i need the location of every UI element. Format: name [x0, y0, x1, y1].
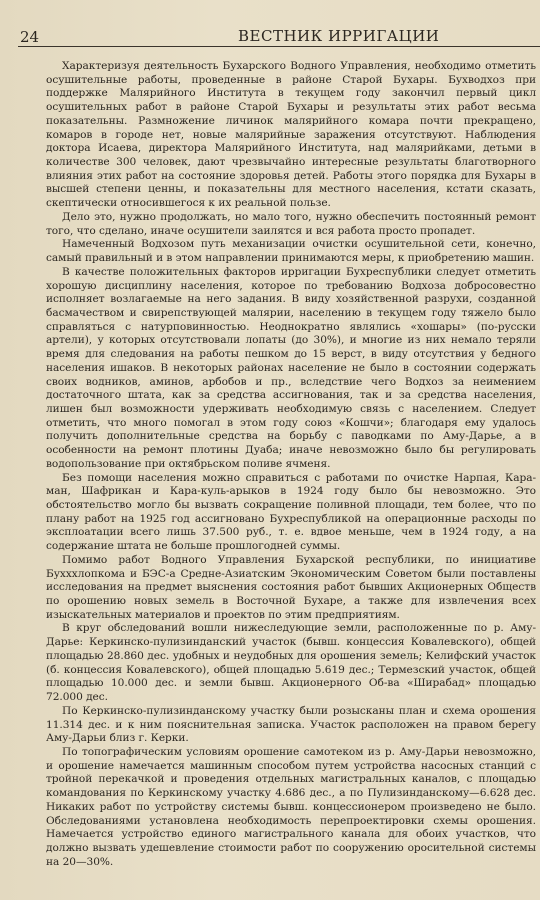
- paragraph: В качестве положительных факторов ирригации Бухреспублики следует отметить хорошую дисциплину населения, которое по требованию Водхоза добросовестно исполняет возлагаемые на него задания. В виду хозяйственной разрухи, созданной басмачеством и свирепствующей малярии, населению в текущем году тяжело было справляться с натурповинностью. Неоднократно являлись «хошары» (по-русски артели), у которых отсутствовали лопаты (до 30%), и многие из них немало теряли время для следования на работы пешком до 15 верст, в виду отсутствия у бедного населения ишаков. В некоторых районах население не было в состоянии содержать своих водников, аминов, арбобов и пр., вследствие чего Водхоз за неимением достаточного штата, как за средства ассигнования, так и за средства населения, лишен был возможности удерживать необходимую связь с населением. Следует отметить, что много помогал в этом году союз «Кошчи»; благодаря ему удалось получить дополнительные средства на борьбу с паводками по Аму-Дарье, а в особенности на ремонт плотины Дуаба; иначе невозможно было бы регулировать водопользование при октябрьском поливе ячменя.: [46, 265, 536, 470]
- running-header: [18, 26, 534, 48]
- article-body: [46, 60, 536, 870]
- paragraph: Намеченный Водхозом путь механизации очистки осушительной сети, конечно, самый правильный и в этом направлении принимаются меры, к приобретению машин.: [46, 238, 536, 265]
- page-number: 24: [20, 28, 40, 46]
- paragraph: Дело это, нужно продолжать, но мало того, нужно обеспечить постоянный ремонт того, что сделано, иначе осушители заилятся и вся работа просто пропадет.: [46, 210, 536, 237]
- journal-title: ВЕСТНИК ИРРИГАЦИИ: [238, 27, 440, 45]
- paragraph: По топографическим условиям орошение самотеком из р. Аму-Дарьи невозможно, и орошение намечается машинным способом путем устройства насосных станций с тройной перекачкой и проведения отдельных магистральных каналов, с площадью командования по Керкинскому участку 4.686 дес., а по Пулизинданскому—6.628 дес. Никаких работ по устройству системы бывш. концессионером произведено не было. Обследованиями установлена необходимость перепроектировки схемы орошения. Намечается устройство единого магистрального канала для обоих участков, что должно вызвать удешевление стоимости работ по сооружению оросительной системы на 20—30%.: [46, 745, 536, 868]
- paragraph: Характеризуя деятельность Бухарского Водного Управления, необходимо отметить осушительные работы, проведенные в районе Старой Бухары. Бухводхоз при поддержке Малярийного Института в текущем году закончил первый цикл осушительных работ в районе Старой Бухары и результаты этих работ весьма показательны. Размножение личинок малярийного комара почти прекращено, комаров в городе нет, новые малярийные заражения отсутствуют. Наблюдения доктора Исаева, директора Малярийного Института, над малярийками, детьми в количестве 300 человек, дают чрезвычайно интересные результаты благотворного влияния этих работ на состояние здоровья детей. Работы этого порядка для Бухары в высшей степени ценны, и показательны для местного населения, кстати сказать, скептически относившегося к их реальной пользе.: [46, 60, 536, 210]
- paragraph: В круг обследований вошли нижеследующие земли, расположенные по р. Аму-Дарье: Керкинско-пулизинданский участок (бывш. концессия Ковалевского), общей площадью 28.860 дес. удобных и неудобных для орошения земель; Келифский участок (б. концессия Ковалевского), общей площадью 5.619 дес.; Термезский участок, общей площадью 10.000 дес. и земли бывш. Акционерного Об-ва «Ширабад» площадью 72.000 дес.: [46, 622, 536, 704]
- paragraph: Без помощи населения можно справиться с работами по очистке Нарпая, Кара-ман, Шафрикан и Кара-куль-арыков в 1924 году было бы невозможно. Это обстоятельство могло бы вызвать сокращение поливной площади, тем более, что по плану работ на 1925 год ассигновано Бухреспубликой на операционные расходы по эксплоатации всего лишь 37.500 руб., т. е. вдвое меньше, чем в 1924 году, а на содержание штата не больше прошлогодней суммы.: [46, 471, 536, 553]
- paragraph: По Керкинско-пулизинданскому участку были розысканы план и схема орошения 11.314 дес. и к ним пояснительная записка. Участок расположен на правом берегу Аму-Дарьи близ г. Керки.: [46, 704, 536, 745]
- paragraph: Помимо работ Водного Управления Бухарской республики, по инициативе Бухххлопкома и БЭС-а Средне-Азиатским Экономическим Советом были поставлены исследования на предмет выяснения состояния работ бывших Акционерных Обществ по орошению новых земель в Восточной Бухаре, а также для извлечения всех изыскательных материалов и проектов по этим предприятиям.: [46, 553, 536, 621]
- header-rule: [18, 46, 540, 47]
